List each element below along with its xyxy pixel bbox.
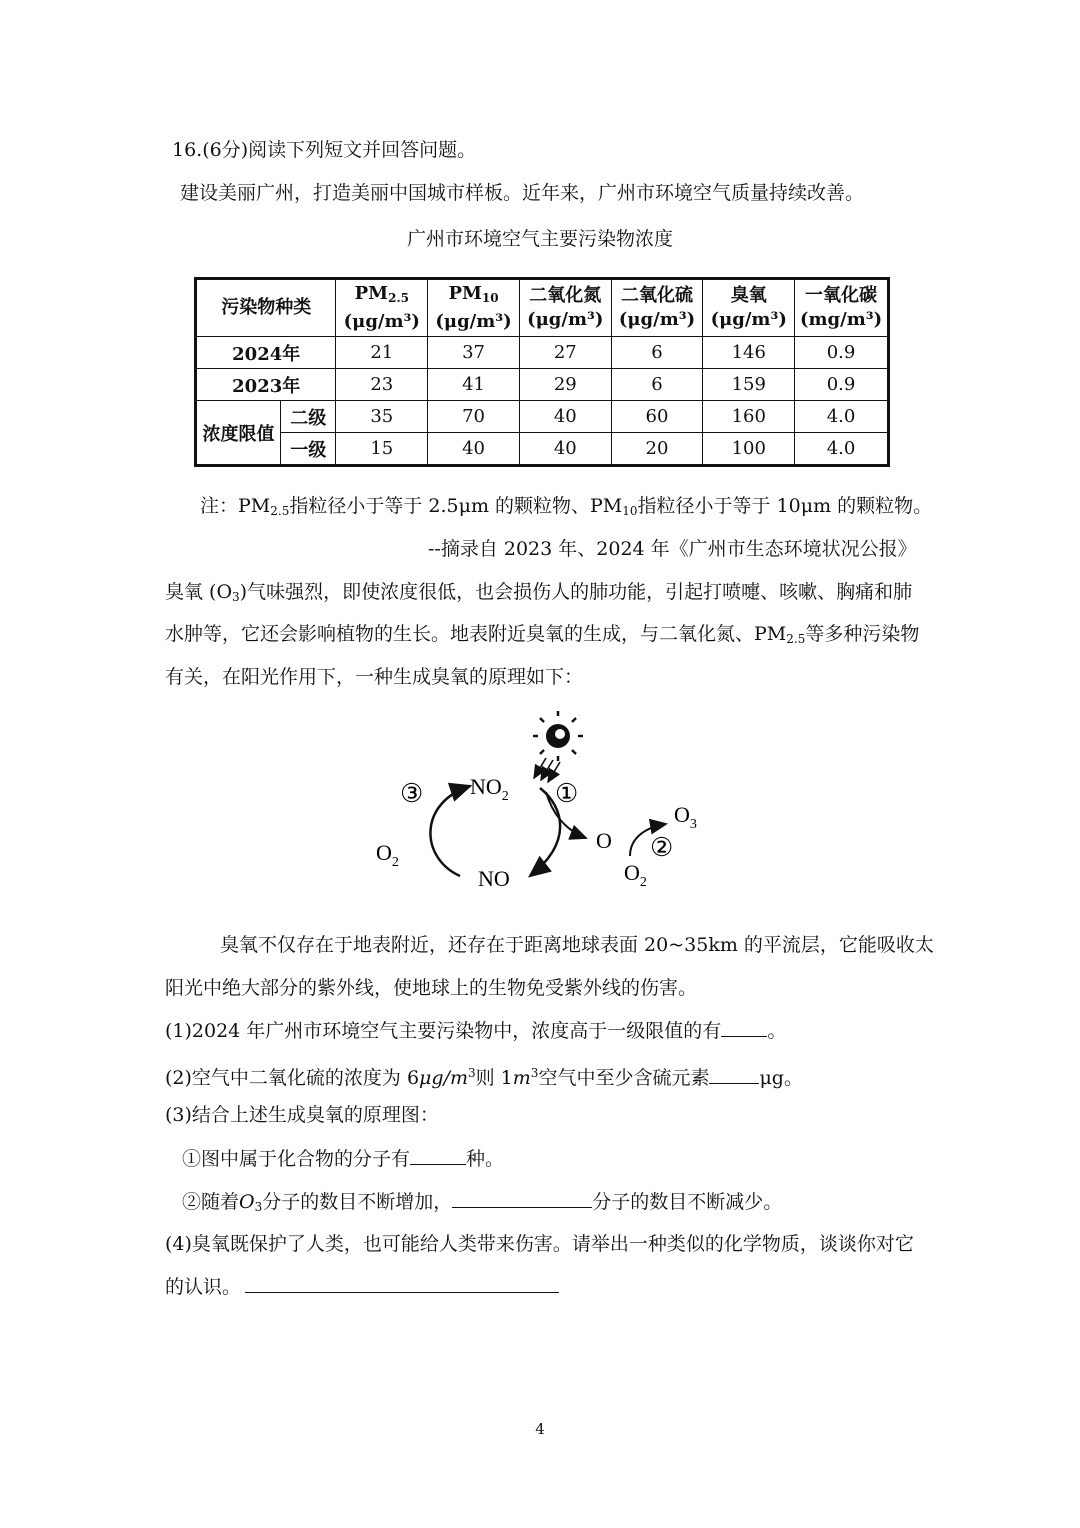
question-2: (2)空气中二氧化硫的浓度为 $6\mu g/m^3$则 $1m^3$空气中至少含硫元素 μg。 (165, 1066, 803, 1089)
paragraph-ozone-line3: 有关，在阳光作用下，一种生成臭氧的原理如下： (165, 666, 584, 688)
question-3: (3)结合上述生成臭氧的原理图： (165, 1104, 439, 1126)
answer-blank-2[interactable] (709, 1065, 759, 1084)
table-cell: 27 (519, 337, 611, 369)
pollutant-table (194, 277, 890, 467)
table-cell: 0.9 (795, 369, 889, 401)
table-cell: 41 (428, 369, 520, 401)
row-label: 2023年 (196, 369, 336, 401)
answer-blank-3-2[interactable] (452, 1189, 592, 1208)
table-cell: 29 (519, 369, 611, 401)
label-o: O (596, 828, 612, 853)
table-cell: 159 (703, 369, 795, 401)
table-cell: 35 (336, 401, 428, 433)
paragraph-stratosphere-line2: 阳光中绝大部分的紫外线，使地球上的生物免受紫外线的伤害。 (165, 977, 698, 999)
col-header-pm25: $PM_{2.5}$ (μg/m³) (336, 279, 428, 337)
question-header: 16.(6分)阅读下列短文并回答问题。 (172, 139, 477, 161)
col-header-o3: 臭氧 (μg/m³) (703, 279, 795, 337)
question-3-sub2: ②随着$O_3$分子的数目不断增加， 分子的数目不断减少。 (182, 1191, 783, 1214)
question-4-line1: (4)臭氧既保护了人类，也可能给人类带来伤害。请举出一种类似的化学物质，谈谈你对它 (165, 1233, 914, 1255)
question-3-sub1: ①图中属于化合物的分子有 种。 (182, 1148, 505, 1170)
table-cell: 40 (519, 433, 611, 466)
table-cell: 20 (611, 433, 703, 466)
row-label: 2024年 (196, 337, 336, 369)
label-o3: $O_3$ (674, 802, 697, 832)
answer-blank-3-1[interactable] (410, 1146, 466, 1165)
step2-marker: ② (650, 833, 674, 862)
label-no: NO (478, 866, 510, 891)
table-cell: 37 (428, 337, 520, 369)
step3-marker: ③ (400, 779, 424, 808)
col-header-so2: 二氧化硫 (μg/m³) (611, 279, 703, 337)
table-cell: 15 (336, 433, 428, 466)
header-corner: 污染物种类 (196, 279, 336, 337)
label-o2-right: $O_2$ (624, 860, 647, 890)
row-label: 二级 (281, 401, 336, 433)
table-cell: 4.0 (795, 433, 889, 466)
intro-paragraph: 建设美丽广州，打造美丽中国城市样板。近年来，广州市环境空气质量持续改善。 (180, 182, 865, 204)
table-row-level1 (196, 433, 889, 466)
table-cell: 70 (428, 401, 520, 433)
table-cell: 0.9 (795, 337, 889, 369)
label-no2: $NO_2$ (470, 774, 509, 804)
table-row-2023 (196, 369, 889, 401)
table-cell: 6 (611, 337, 703, 369)
table-cell: 4.0 (795, 401, 889, 433)
paragraph-ozone-line2: 水肿等，它还会影响植物的生长。地表附近臭氧的生成，与二氧化氮、$PM_{2.5}$等多种污染物 (165, 623, 920, 646)
col-header-co: 一氧化碳 (mg/m³) (795, 279, 889, 337)
sun-icon (533, 711, 583, 761)
answer-blank-4[interactable] (245, 1274, 559, 1293)
row-label: 一级 (281, 433, 336, 466)
question-1: (1)2024 年广州市环境空气主要污染物中，浓度高于一级限值的有 。 (165, 1020, 787, 1042)
table-cell: 100 (703, 433, 795, 466)
table-note: 注：$PM_{2.5}$指粒径小于等于 2.5μm 的颗粒物、$PM_{10}$指粒径小于等于 10μm 的颗粒物。 (200, 495, 933, 518)
table-header-row (196, 279, 889, 337)
table-cell: 40 (519, 401, 611, 433)
label-o2-left: $O_2$ (376, 840, 399, 870)
table-cell: 40 (428, 433, 520, 466)
arrow-step3 (430, 786, 470, 876)
table-row-level2 (196, 401, 889, 433)
table-cell: 23 (336, 369, 428, 401)
table-row-2024 (196, 337, 889, 369)
answer-blank-1[interactable] (721, 1018, 767, 1037)
table-cell: 146 (703, 337, 795, 369)
page-number: 4 (535, 1420, 545, 1438)
table-title: 广州市环境空气主要污染物浓度 (406, 228, 673, 250)
paragraph-stratosphere-line1: 臭氧不仅存在于地表附近，还存在于距离地球表面 20~35km 的平流层，它能吸收太 (220, 934, 934, 956)
paragraph-ozone-line1: 臭氧 $(O_3)$气味强烈，即使浓度很低，也会损伤人的肺功能，引起打喷嚏、咳嗽、胸痛和肺 (165, 581, 913, 604)
col-header-pm10: $PM_{10}$ (μg/m³) (428, 279, 520, 337)
limit-label: 浓度限值 (196, 401, 281, 466)
ozone-formation-diagram (360, 708, 720, 898)
table-cell: 21 (336, 337, 428, 369)
table-cell: 60 (611, 401, 703, 433)
source-citation: --摘录自 2023 年、2024 年《广州市生态环境状况公报》 (428, 538, 917, 560)
table-cell: 160 (703, 401, 795, 433)
col-header-no2: 二氧化氮 (μg/m³) (519, 279, 611, 337)
table-cell: 6 (611, 369, 703, 401)
question-4-line2: 的认识。 (165, 1274, 559, 1299)
step1-marker: ① (555, 779, 579, 808)
